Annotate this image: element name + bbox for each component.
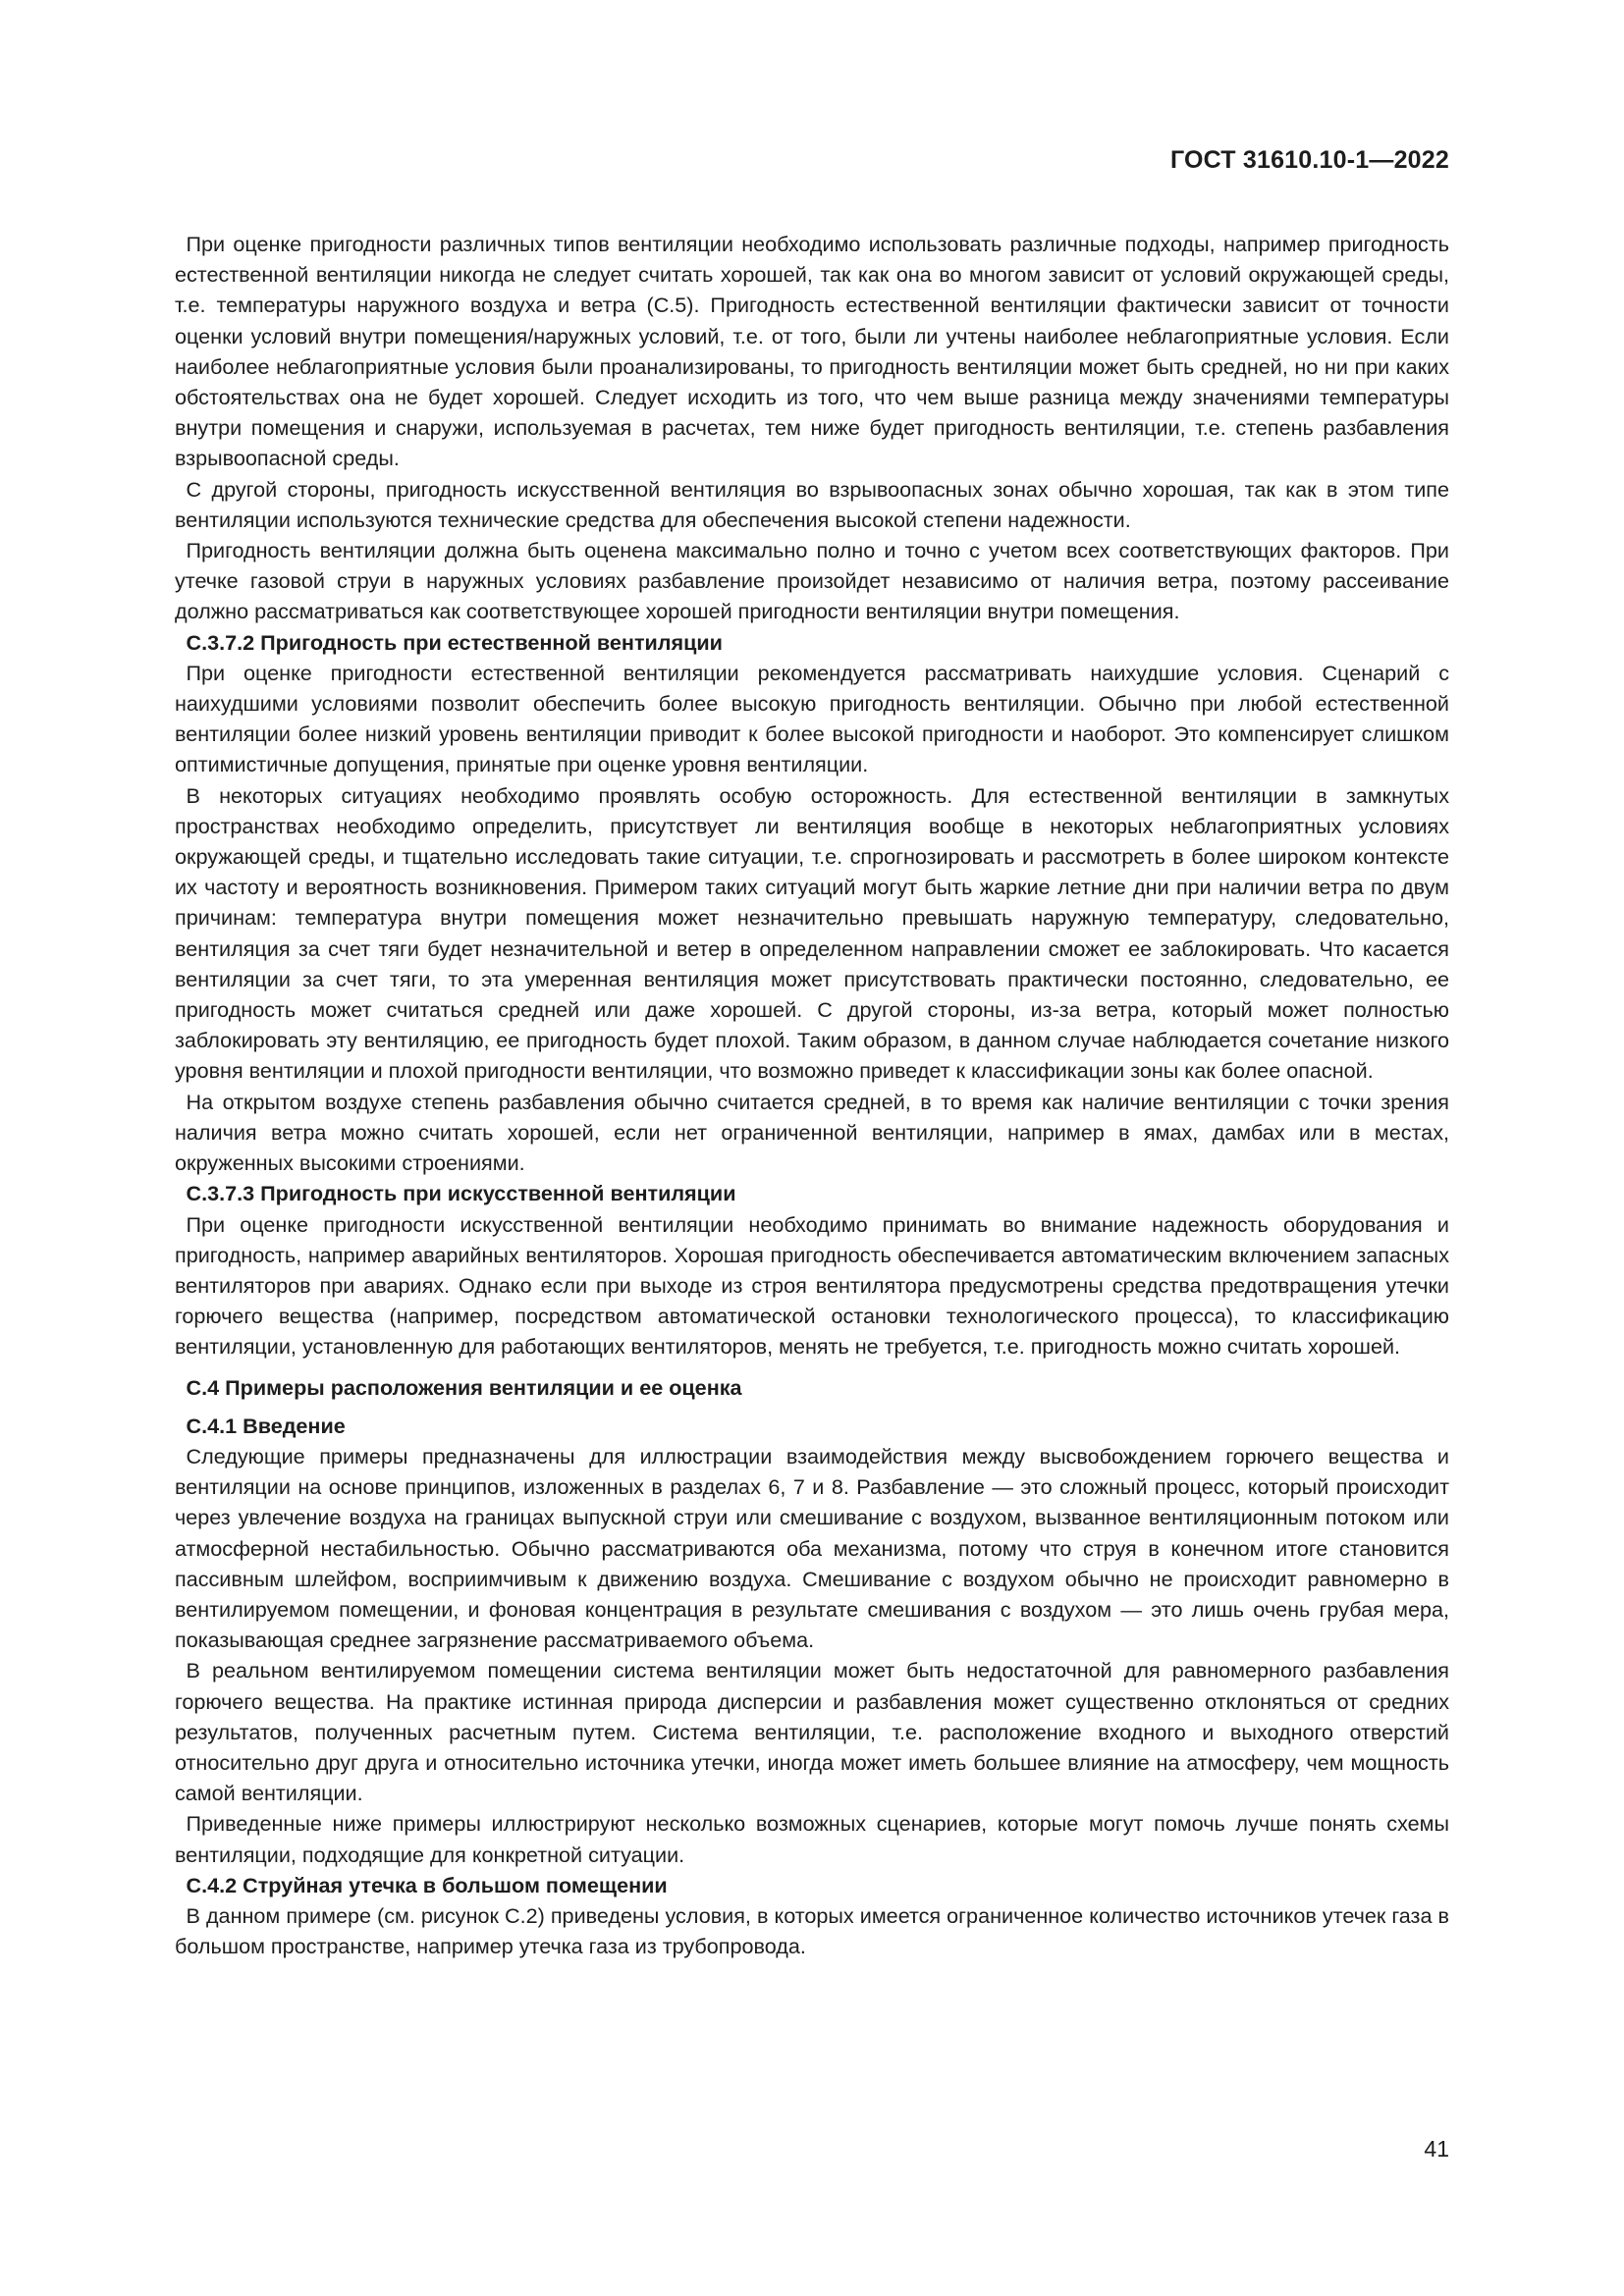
section-heading: С.3.7.2 Пригодность при естественной вентиляции bbox=[186, 629, 723, 655]
section-heading-main: С.4 Примеры расположения вентиляции и ее оценка bbox=[186, 1374, 742, 1400]
section-heading: С.4.2 Струйная утечка в большом помещении bbox=[186, 1872, 668, 1897]
paragraph: Приведенные ниже примеры иллюстрируют несколько возможных сценариев, которые могут помочь лучше понять схемы вентиляции, подходящие для конкретной ситуации. bbox=[175, 1811, 1449, 1867]
section-heading: С.4.1 Введение bbox=[186, 1413, 346, 1438]
paragraph: С другой стороны, пригодность искусственной вентиляция во взрывоопасных зонах обычно хорошая, так как в этом типе вентиляции используются технические средства для обеспечения высокой степени надежности. bbox=[175, 476, 1449, 532]
paragraph: Следующие примеры предназначены для иллюстрации взаимодействия между высвобождением горючего вещества и вентиляции на основе принципов, изложенных в разделах 6, 7 и 8. Разбавление — это сложный процесс, который происходит через увлечение воздуха на границах выпускной струи или смешивание с воздухом, вызванное вентиляционным потоком или атмосферной нестабильностью. Обычно рассматриваются оба механизма, потому что струя в конечном итоге становится пассивным шлейфом, восприимчивым к движению воздуха. Смешивание с воздухом обычно не происходит равномерно в вентилируемом помещении, и фоновая концентрация в результате смешивания с воздухом — это лишь очень грубая мера, показывающая среднее загрязнение рассматриваемого объема. bbox=[175, 1443, 1449, 1653]
paragraph: В реальном вентилируемом помещении система вентиляции может быть недостаточной для равномерного разбавления горючего вещества. На практике истинная природа дисперсии и разбавления может существенно отклоняться от средних результатов, полученных расчетным путем. Система вентиляции, т.е. расположение входного и выходного отверстий относительно друг друга и относительно источника утечки, иногда может иметь большее влияние на атмосферу, чем мощность самой вентиляции. bbox=[175, 1658, 1449, 1806]
paragraph: В некоторых ситуациях необходимо проявлять особую осторожность. Для естественной вентиляции в замкнутых пространствах необходимо определить, присутствует ли вентиляция вообще в некоторых неблагоприятных условиях окружающей среды, и тщательно исследовать такие ситуации, т.е. спрогнозировать и рассмотреть в более широком контексте их частоту и вероятность возникновения. Примером таких ситуаций могут быть жаркие летние дни при наличии ветра по двум причинам: температура внутри помещения может незначительно превышать наружную температуру, следовательно, вентиляция за счет тяги будет незначительной и ветер в определенном направлении сможет ее заблокировать. Что касается вентиляции за счет тяги, то эта умеренная вентиляция может присутствовать практически постоянно, следовательно, ее пригодность может считаться средней или даже хорошей. С другой стороны, из-за ветра, который может полностью заблокировать эту вентиляцию, ее пригодность будет плохой. Таким образом, в данном случае наблюдается сочетание низкого уровня вентиляции и плохой пригодности вентиляции, что возможно приведет к классификации зоны как более опасной. bbox=[175, 782, 1449, 1084]
paragraph: При оценке пригодности различных типов вентиляции необходимо использовать различные подходы, например пригодность естественной вентиляции никогда не следует считать хорошей, так как она во многом зависит от условий окружающей среды, т.е. температуры наружного воздуха и ветра (С.5). Пригодность естественной вентиляции фактически зависит от точности оценки условий внутри помещения/наружных условий, т.е. от того, были ли учтены наиболее неблагоприятные условия. Если наиболее неблагоприятные условия были проанализированы, то пригодность вентиляции может быть средней, но ни при каких обстоятельствах она не будет хорошей. Следует исходить из того, что чем выше разница между значениями температуры внутри помещения и снаружи, используемая в расчетах, тем ниже будет пригодность вентиляции, т.е. степень разбавления взрывоопасной среды. bbox=[175, 232, 1449, 471]
section-heading: С.3.7.3 Пригодность при искусственной вентиляции bbox=[186, 1181, 736, 1206]
paragraph: На открытом воздухе степень разбавления обычно считается средней, в то время как наличие вентиляции с точки зрения наличия ветра можно считать хорошей, если нет ограниченной вентиляции, например в ямах, дамбах или в местах, окруженных высокими строениями. bbox=[175, 1089, 1449, 1176]
page-number: 41 bbox=[1424, 2136, 1449, 2162]
paragraph: При оценке пригодности искусственной вентиляции необходимо принимать во внимание надежность оборудования и пригодность, например аварийных вентиляторов. Хорошая пригодность обеспечивается автоматическим включением запасных вентиляторов при авариях. Однако если при выходе из строя вентилятора предусмотрены средства предотвращения утечки горючего вещества (например, посредством автоматической остановки технологического процесса), то классификацию вентиляции, установленную для работающих вентиляторов, менять не требуется, т.е. пригодность можно считать хорошей. bbox=[175, 1211, 1449, 1360]
paragraph: Пригодность вентиляции должна быть оценена максимально полно и точно с учетом всех соответствующих факторов. При утечке газовой струи в наружных условиях разбавление произойдет независимо от наличия ветра, поэтому рассеивание должно рассматриваться как соответствующее хорошей пригодности вентиляции внутри помещения. bbox=[175, 538, 1449, 624]
paragraph: При оценке пригодности естественной вентиляции рекомендуется рассматривать наихудшие условия. Сценарий с наихудшими условиями позволит обеспечить более высокую пригодность вентиляции. Обычно при любой естественной вентиляции более низкий уровень вентиляции приводит к более высокой пригодности и наоборот. Это компенсирует слишком оптимистичные допущения, принятые при оценке уровня вентиляции. bbox=[175, 660, 1449, 777]
document-standard-header: ГОСТ 31610.10-1—2022 bbox=[1169, 146, 1449, 174]
paragraph: В данном примере (см. рисунок С.2) приведены условия, в которых имеется ограниченное количество источников утечек газа в большом пространстве, например утечка газа из трубопровода. bbox=[175, 1902, 1449, 1959]
document-body bbox=[175, 229, 1449, 1961]
